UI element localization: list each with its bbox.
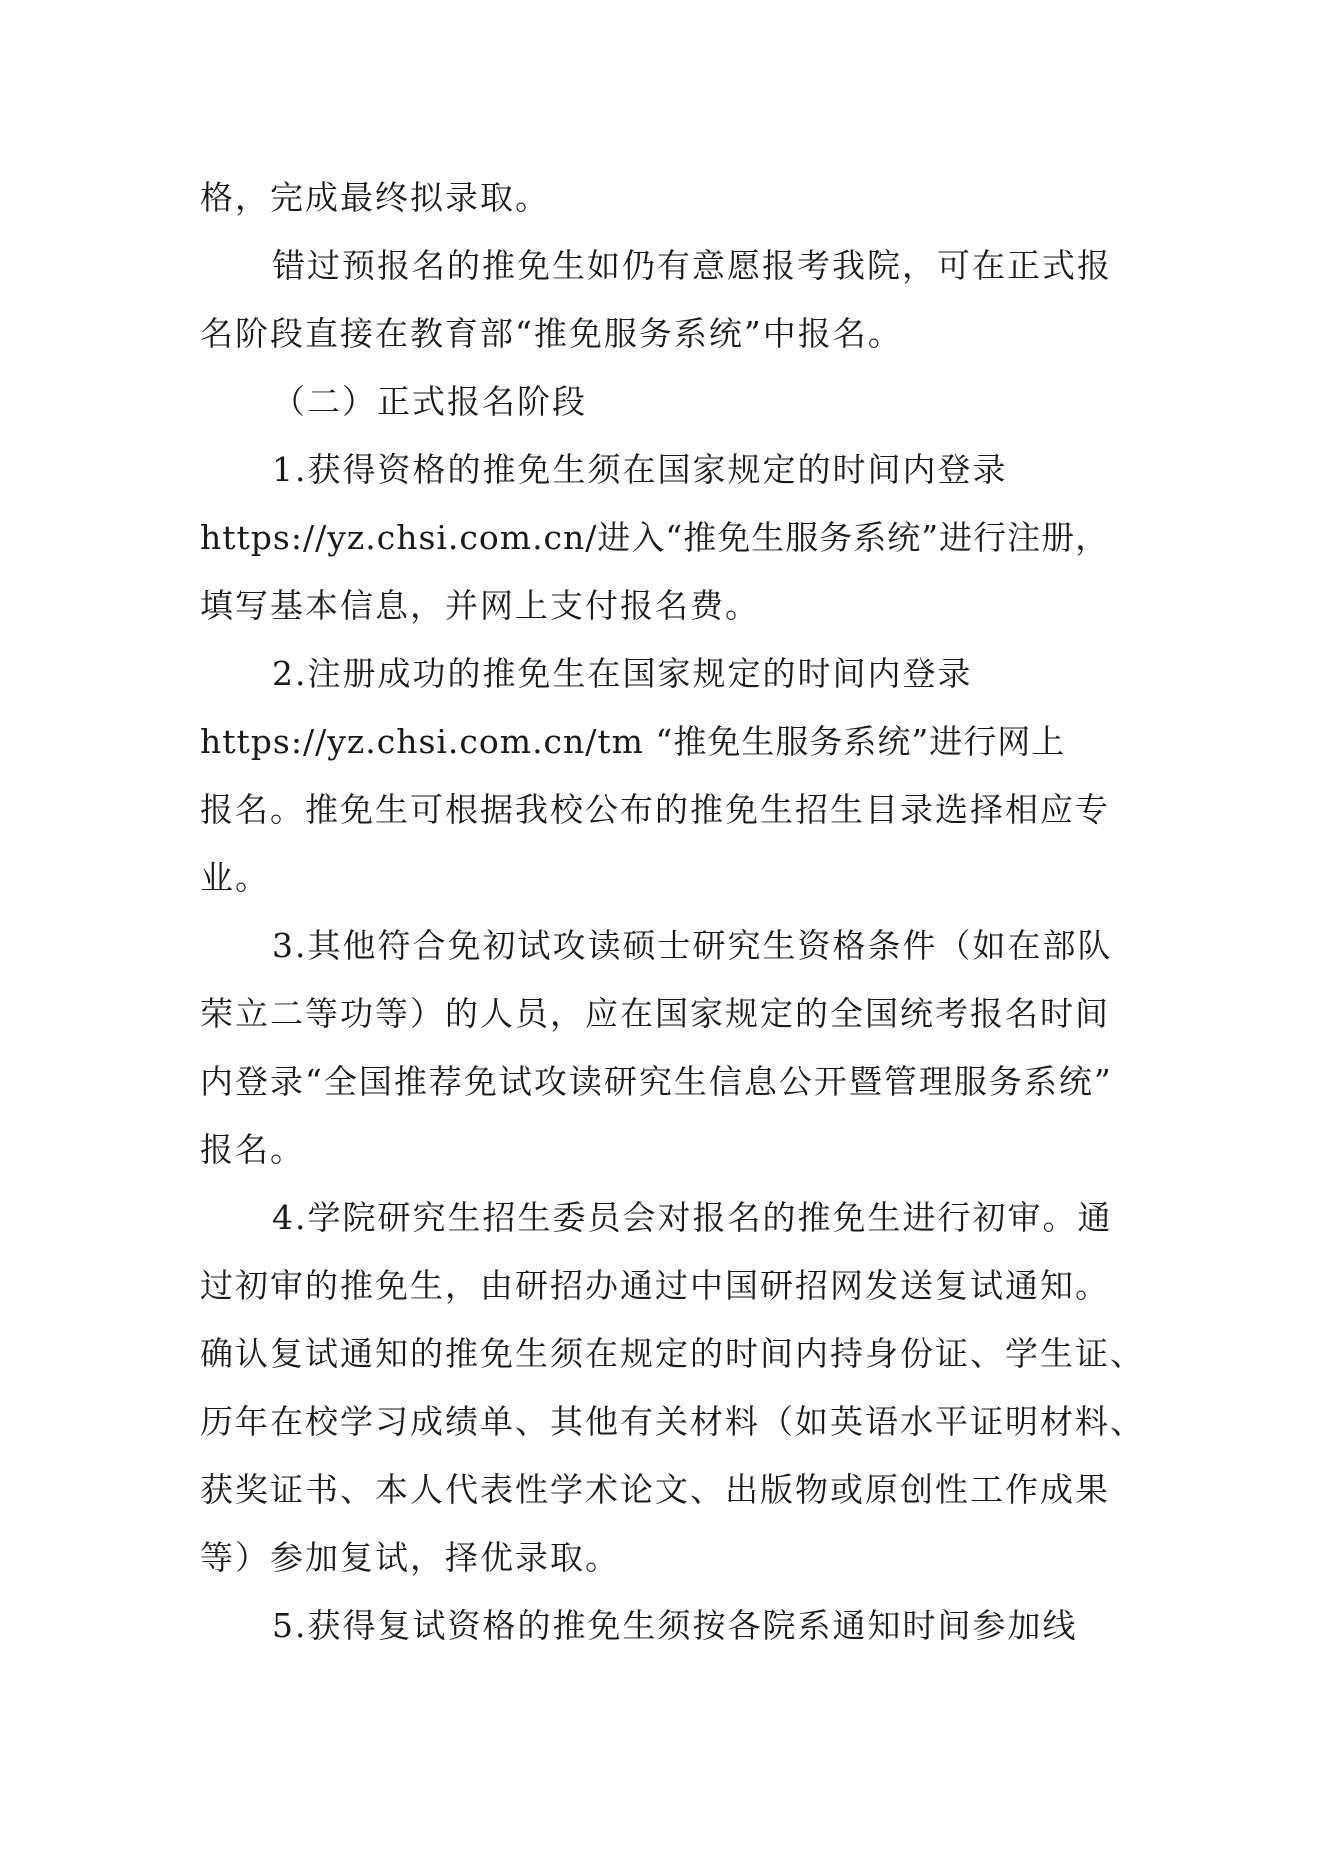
paragraph-line: 报名。推免生可根据我校公布的推免生招生目录选择相应专	[200, 790, 1110, 829]
paragraph-line: 获奖证书、本人代表性学术论文、出版物或原创性工作成果	[200, 1470, 1110, 1509]
paragraph-line: 等）参加复试，择优录取。	[200, 1538, 620, 1577]
paragraph-line: 报名。	[200, 1130, 305, 1169]
section-heading: （二）正式报名阶段	[272, 382, 587, 421]
paragraph-line: 填写基本信息，并网上支付报名费。	[200, 586, 760, 625]
paragraph-line: 1.获得资格的推免生须在国家规定的时间内登录	[272, 450, 1008, 489]
paragraph-line: 名阶段直接在教育部“推免服务系统”中报名。	[200, 314, 903, 353]
paragraph-line: 错过预报名的推免生如仍有意愿报考我院，可在正式报	[272, 246, 1112, 285]
paragraph-line: 2.注册成功的推免生在国家规定的时间内登录	[272, 654, 973, 693]
paragraph-line: 5.获得复试资格的推免生须按各院系通知时间参加线	[272, 1606, 1078, 1645]
paragraph-line: 业。	[200, 858, 270, 897]
paragraph-line: 内登录“全国推荐免试攻读研究生信息公开暨管理服务系统”	[200, 1062, 1113, 1101]
paragraph-line: 确认复试通知的推免生须在规定的时间内持身份证、学生证、	[200, 1334, 1145, 1373]
paragraph-line: 4.学院研究生招生委员会对报名的推免生进行初审。通	[272, 1198, 1113, 1237]
paragraph-line: https://yz.chsi.com.cn/进入“推免生服务系统”进行注册，	[200, 518, 1110, 557]
paragraph-line: 荣立二等功等）的人员，应在国家规定的全国统考报名时间	[200, 994, 1110, 1033]
paragraph-line: 3.其他符合免初试攻读硕士研究生资格条件（如在部队	[272, 926, 1113, 965]
paragraph-line: 过初审的推免生，由研招办通过中国研招网发送复试通知。	[200, 1266, 1110, 1305]
paragraph-line: https://yz.chsi.com.cn/tm “推免生服务系统”进行网上	[200, 722, 1066, 761]
paragraph-line: 历年在校学习成绩单、其他有关材料（如英语水平证明材料、	[200, 1402, 1145, 1441]
paragraph-line: 格，完成最终拟录取。	[200, 178, 550, 217]
